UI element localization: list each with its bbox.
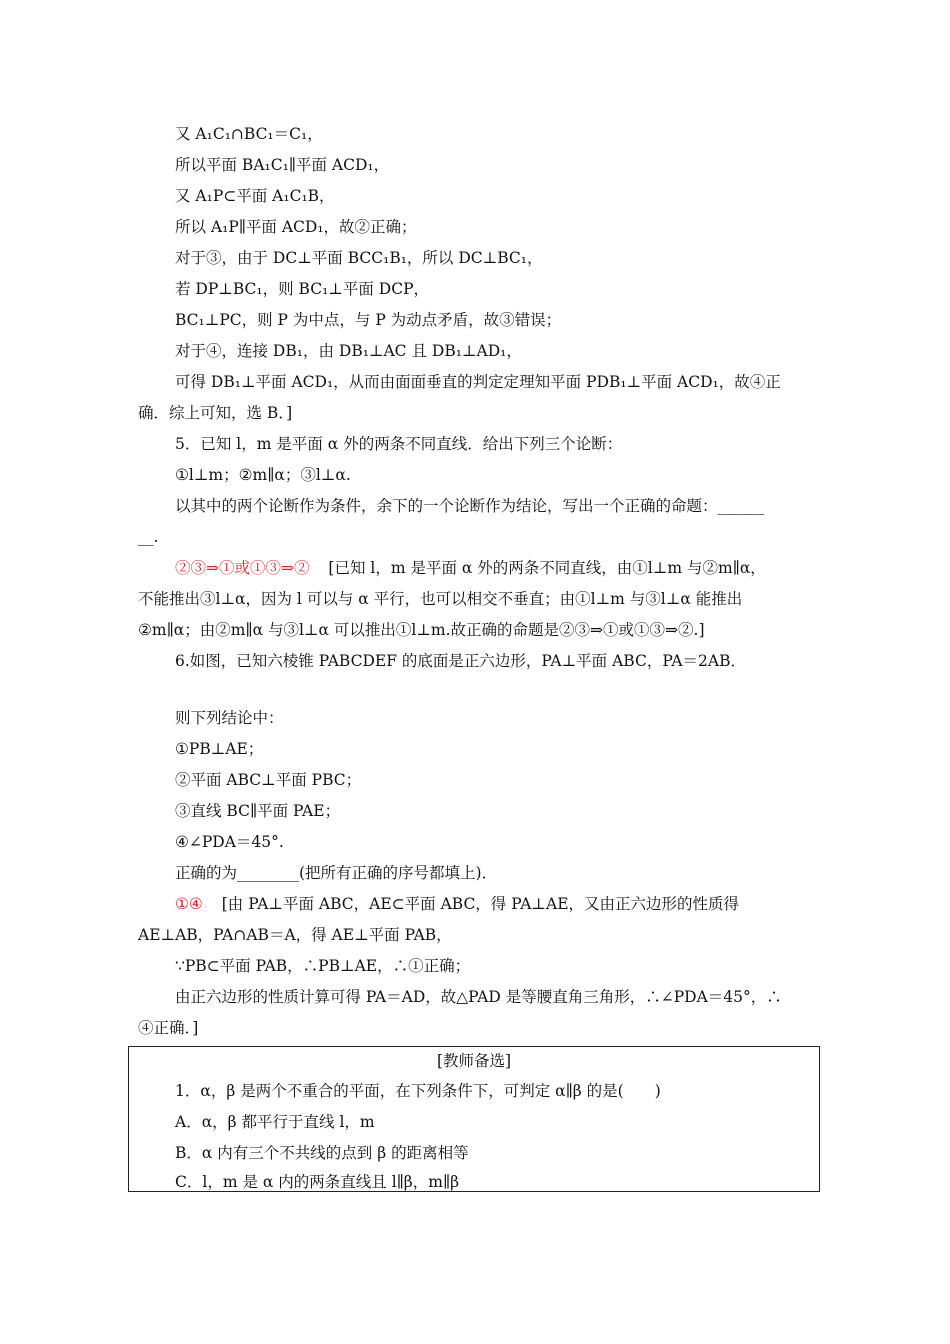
text-line: 对于④，连接 DB₁，由 DB₁⊥AC 且 DB₁⊥AD₁， (175, 342, 522, 360)
text-line: 正确的为________(把所有正确的序号都填上)． (175, 864, 498, 882)
text-line: BC₁⊥PC，则 P 为中点，与 P 为动点矛盾，故③错误； (175, 311, 562, 329)
text-line: 则下列结论中： (175, 709, 284, 727)
question-6: 6.如图，已知六棱锥 PABCDEF 的底面是正六边形，PA⊥平面 ABC，PA＝2AB． (175, 652, 746, 670)
option-b: B．α 内有三个不共线的点到 β 的距离相等 (175, 1144, 469, 1162)
text-line: __. (138, 528, 159, 546)
text-line: ④∠PDA＝45°. (175, 833, 284, 851)
text-line: 所以 A₁P∥平面 ACD₁，故②正确； (175, 218, 417, 236)
explanation-5: [已知 l，m 是平面 α 外的两条不同直线，由①l⊥m 与②m∥α， (328, 559, 766, 577)
text-line: ②平面 ABC⊥平面 PBC； (175, 771, 362, 789)
text-line: ①PB⊥AE； (175, 740, 264, 758)
option-a: A．α，β 都平行于直线 l，m (175, 1113, 375, 1131)
answer-line (175, 558, 766, 578)
option-c: C．l，m 是 α 内的两条直线且 l∥β，m∥β (175, 1173, 460, 1191)
text-line: AE⊥AB，PA∩AB＝A，得 AE⊥平面 PAB， (138, 926, 452, 944)
text-line: 可得 DB₁⊥平面 ACD₁，从而由面面垂直的判定定理知平面 PDB₁⊥平面 ACD₁，故④正 (175, 373, 781, 391)
text-line: ①l⊥m；②m∥α；③l⊥α. (175, 466, 351, 484)
text-line: 又 A₁C₁∩BC₁＝C₁， (175, 125, 323, 143)
text-line: 若 DP⊥BC₁，则 BC₁⊥平面 DCP， (175, 280, 430, 298)
question-5: 5．已知 l，m 是平面 α 外的两条不同直线．给出下列三个论断： (175, 435, 623, 453)
answer-6: ①④ (175, 895, 203, 913)
text-line: 对于③，由于 DC⊥平面 BCC₁B₁，所以 DC⊥BC₁， (175, 249, 543, 267)
text-line: 由正六边形的性质计算可得 PA＝AD，故△PAD 是等腰直角三角形，∴∠PDA＝45°，∴ (175, 988, 782, 1006)
teacher-backup-box (128, 1046, 820, 1192)
text-line: ④正确．] (138, 1019, 199, 1037)
text-line: 确．综上可知，选 B．] (138, 404, 293, 422)
box-question: 1．α，β 是两个不重合的平面，在下列条件下，可判定 α∥β 的是( ) (175, 1082, 661, 1100)
text-line: 以其中的两个论断作为条件，余下的一个论断作为结论，写出一个正确的命题：______ (175, 497, 765, 515)
text-line: 所以平面 BA₁C₁∥平面 ACD₁， (175, 156, 390, 174)
text-line: 又 A₁P⊂平面 A₁C₁B， (175, 187, 335, 205)
answer-5: ②③⇒①或①③⇒② (175, 559, 310, 577)
box-title: [教师备选] (436, 1052, 512, 1070)
text-line: 不能推出③l⊥α，因为 l 可以与 α 平行，也可以相交不垂直；由①l⊥m 与③l⊥α 能推出 (138, 590, 743, 608)
text-line: ②m∥α；由②m∥α 与③l⊥α 可以推出①l⊥m.故正确的命题是②③⇒①或①③⇒②.] (138, 621, 705, 639)
text-line: ③直线 BC∥平面 PAE； (175, 802, 341, 820)
answer-line (175, 894, 739, 914)
text-line: ∵PB⊂平面 PAB，∴PB⊥AE，∴①正确； (175, 957, 471, 975)
explanation-6: [由 PA⊥平面 ABC，AE⊂平面 ABC，得 PA⊥AE，又由正六边形的性质得 (221, 895, 740, 913)
